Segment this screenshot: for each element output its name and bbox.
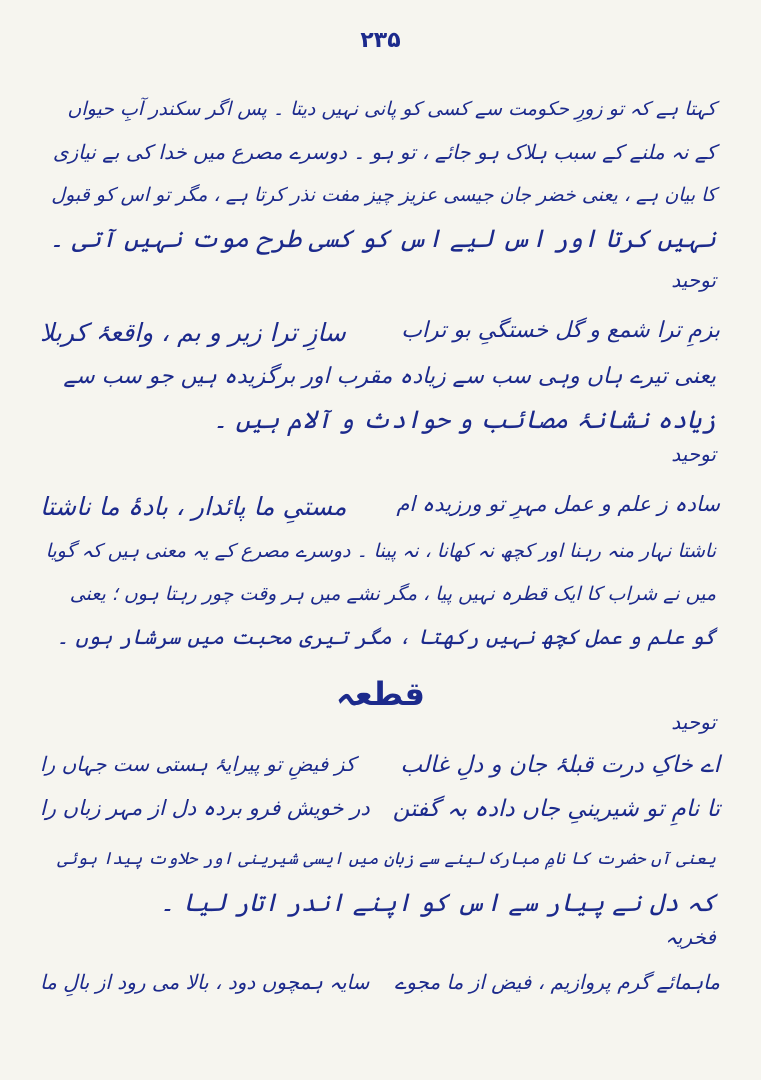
section-label-tauheed: توحید	[671, 442, 716, 466]
verse-couplet-2	[40, 492, 720, 532]
verse-hemistich-1: ماہمائے گرم پروازیم ، فیض از ما مجوے	[394, 970, 720, 994]
verse-hemistich-1: سادہ ز علم و عمل مہرِ تو ورزیدہ ام	[396, 492, 720, 516]
verse-couplet-5	[40, 970, 720, 1010]
commentary-paragraph-1	[40, 88, 716, 260]
verse-hemistich-1: تا نامِ تو شیرینیِ جاں دادہ بہ گفتن	[392, 796, 720, 822]
verse-hemistich-2: سازِ ترا زیر و بم ، واقعۂ کربلا	[40, 318, 346, 347]
text-line: گو علم و عمل کچھ نہیں رکھتا ، مگر تیری محبت میں سرشار ہوں ۔	[56, 625, 716, 649]
section-label-tauheed: توحید	[671, 710, 716, 734]
text-line: زیادہ نشانۂ مصائب و حوادث و آلام ہیں ۔	[212, 405, 716, 434]
verse-couplet-1	[40, 318, 720, 358]
page-number: ۲۳۵	[360, 28, 401, 53]
section-label-tauheed: توحید	[671, 268, 716, 292]
verse-hemistich-1: اے خاکِ درت قبلۂ جان و دلِ غالب	[400, 752, 720, 778]
verse-hemistich-1: بزمِ ترا شمع و گل خستگیِ بو تراب	[401, 318, 720, 343]
text-line: نہیں کرتا اور اس لیے اس کو کسی طرح موت نہیں آتی ۔	[49, 224, 716, 253]
text-line: کہ دل نے پیار سے اس کو اپنے اندر اتار لیا ۔	[159, 888, 716, 917]
verse-hemistich-2: کز فیضِ تو پیرایۂ ہستی ست جہاں را	[40, 752, 356, 776]
text-line: کے نہ ملنے کے سبب ہلاک ہو جائے ، تو ہو ۔ دوسرے مصرع میں خدا کی بے نیازی	[52, 140, 716, 164]
section-label-fakhriya: فخریہ	[665, 925, 716, 949]
text-line: یعنی تیرے ہاں وہی سب سے زیادہ مقرب اور برگزیدہ ہیں جو سب سے	[63, 364, 716, 389]
text-line: ناشتا نہار منہ رہنا اور کچھ نہ کھانا ، نہ پینا ۔ دوسرے مصرع کے یہ معنی ہیں کہ گویا	[45, 540, 716, 562]
verse-couplet-4	[40, 796, 720, 836]
verse-hemistich-2: مستیِ ما پائدار ، بادۂ ما ناشتا	[40, 492, 347, 521]
text-line: کہتا ہے کہ تو زورِ حکومت سے کسی کو پانی نہیں دیتا ۔ پس اگر سکندر آبِ حیواں	[67, 98, 716, 120]
section-heading-qita: قطعہ	[336, 675, 425, 713]
text-line: کا بیان ہے ، یعنی خضر جان جیسی عزیز چیز مفت نذر کرتا ہے ، مگر تو اس کو قبول	[51, 184, 716, 206]
commentary-paragraph-2	[40, 355, 716, 441]
text-line: میں نے شراب کا ایک قطرہ نہیں پیا ، مگر نشے میں ہر وقت چور رہتا ہوں ؛ یعنی	[69, 583, 716, 605]
verse-hemistich-2: سایہ ہمچوں دود ، بالا می رود از بالِ ما	[40, 970, 370, 994]
text-line: یعنی آں حضرت کا نامِ مبارک لینے سے زبان میں ایسی شیرینی اور حلاوت پیدا ہوئی	[57, 849, 716, 869]
verse-hemistich-2: در خویش فرو بردہ دل از مہر زباں را	[40, 796, 370, 820]
verse-couplet-3	[40, 752, 720, 792]
commentary-paragraph-4	[40, 838, 716, 924]
commentary-paragraph-3	[40, 530, 716, 659]
